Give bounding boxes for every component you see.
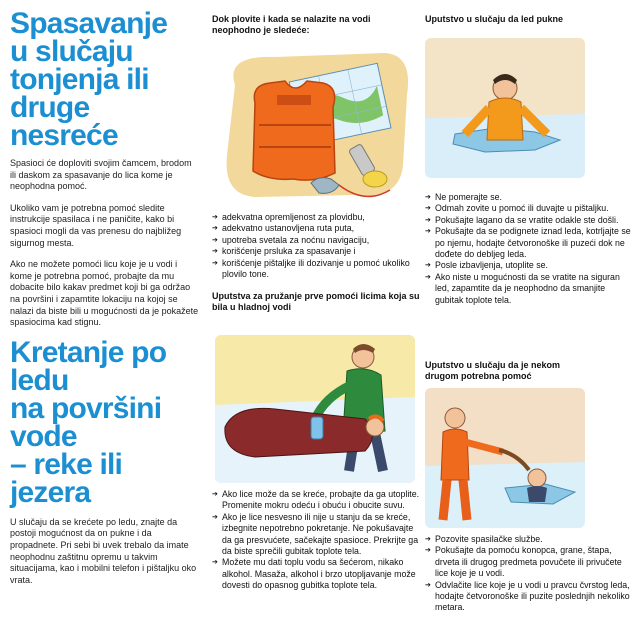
help-other-list <box>425 534 635 614</box>
intro-paragraph: Ako ne možete pomoći licu koje je u vodi i kome je potrebna pomoć, probajte da mu dobacite bilo kakav predmet koji bi ga održao na površini i zapamtite lokaciju na kojoj se nalazi da biste bili u mogućnosti da je pokažete spasiocima kad stignu. <box>10 259 199 328</box>
bottle-icon <box>311 417 323 439</box>
equipment-illustration <box>215 45 415 205</box>
list-item: ➔ Odmah zovite u pomoć ili duvajte u pištaljku. <box>425 203 635 214</box>
help-other-heading-wrap <box>425 360 575 382</box>
help-other-list-wrap <box>425 534 635 614</box>
list-item: ➔ Možete mu dati toplu vodu sa šećerom, nikako alkohol. Masaža, alkohol i brzo utopljavanje može dovesti do opasnog gubitka toplote tela. <box>212 557 420 591</box>
middle-column <box>212 0 420 36</box>
title-rescue <box>10 7 200 152</box>
right-column <box>425 0 635 25</box>
intro-paragraph: Ukoliko vam je potrebna pomoć sledite instrukcije spasilaca i ne paničite, kako bi spasioci mogli da vas prenesu do najbližeg sigurnog mesta. <box>10 202 182 248</box>
ice-breaks-list-wrap <box>425 192 635 306</box>
title-rescue-line: druge nesreće <box>10 91 118 152</box>
list-item: ➔ Odvlačite lice koje je u vodi u pravcu čvrstog leda, hodajte četvoronoške ili puzite poslednjih nekoliko metara. <box>425 580 635 614</box>
title-ice-line: Kretanje po ledu <box>10 335 167 397</box>
list-item: ➔ upotreba svetala za noćnu navigaciju, <box>212 235 420 246</box>
list-item: ➔ Pokušajte lagano da se vratite odakle ste došli. <box>425 215 635 226</box>
list-item: ➔ adekvatno ustanovljena ruta puta, <box>212 223 420 234</box>
list-item: ➔ adekvatna opremljenost za plovidbu, <box>212 212 420 223</box>
ice-paragraph: U slučaju da se krećete po ledu, znajte da postoji mogućnost da on pukne i da propadnete. Pri sebi bi uvek trebalo da imate neophodnu zaštitnu opremu u takvim situacijama, kao i mobilni telefon i pištaljku oko vrata. <box>10 516 197 585</box>
first-aid-heading: Uputstva za pružanje prve pomoći licima koja su bila u hladnoj vodi <box>212 291 420 313</box>
list-item: ➔ Ako lice može da se kreće, probajte da ga utoplite. Promenite mokru odeću i obuću i obucite suvu. <box>212 489 420 512</box>
help-other-illustration <box>425 388 585 528</box>
title-rescue-line: tonjenja ili <box>10 63 149 96</box>
list-item: ➔ Pokušajte da se podignete iznad leda, kotrljajte se po njemu, hodajte četvoronoške ili puzeći dok ne dođete do debljeg leda. <box>425 226 635 260</box>
equipment-list-wrap <box>212 212 420 313</box>
list-item: ➔ Pokušajte da pomoću konopca, grane, štapa, drveta ili drugog predmeta povučete ili privučete lice koje je u vodi. <box>425 545 635 579</box>
equipment-list <box>212 212 420 280</box>
title-rescue-line: Spasavanje <box>10 7 168 40</box>
title-ice <box>10 335 200 509</box>
first-aid-list <box>212 489 420 592</box>
list-item: ➔ Ne pomerajte se. <box>425 192 635 203</box>
first-aid-illustration <box>215 335 415 483</box>
title-ice-line: – reke ili jezera <box>10 447 123 509</box>
list-item: ➔ Pozovite spasilačke službe. <box>425 534 635 545</box>
list-item: ➔ korišćenje prsluka za spasavanje i <box>212 246 420 257</box>
first-aid-list-wrap <box>212 489 420 592</box>
equipment-heading: Dok plovite i kada se nalazite na vodi neophodno je sledeće: <box>212 14 371 35</box>
title-rescue-line: u slučaju <box>10 35 133 68</box>
intro-paragraph: Spasioci će doploviti svojim čamcem, brodom ili daskom za spasavanje do lica kome je neophodna pomoć. <box>10 158 192 192</box>
title-ice-line: na površini vode <box>10 391 162 453</box>
left-column <box>10 0 200 596</box>
help-other-heading: Uputstvo u slučaju da je nekom drugom potrebna pomoć <box>425 360 561 381</box>
ice-breaks-heading: Uputstvo u slučaju da led pukne <box>425 14 564 24</box>
ice-breaks-illustration <box>425 38 585 178</box>
ice-breaks-list <box>425 192 635 306</box>
list-item: ➔ Ako je lice nesvesno ili nije u stanju da se kreće, izbegnite nepotrebno pokretanje. Ne pokušavajte da ga presvućete, sačekajte spasioce. Prekrijte ga da biste sprečili gubitak toplote tela. <box>212 512 420 558</box>
list-item: ➔ Posle izbavljenja, utoplite se. <box>425 260 635 271</box>
list-item: ➔ Ako niste u mogućnosti da se vratite na siguran led, zapamtite da je neophodno da smanjite gubitak toplote tela. <box>425 272 635 306</box>
list-item: ➔ korišćenje pištaljke ili dozivanje u pomoć ukoliko plovilo tone. <box>212 258 420 281</box>
life-vest-icon <box>253 81 335 180</box>
sky-background <box>215 335 415 405</box>
